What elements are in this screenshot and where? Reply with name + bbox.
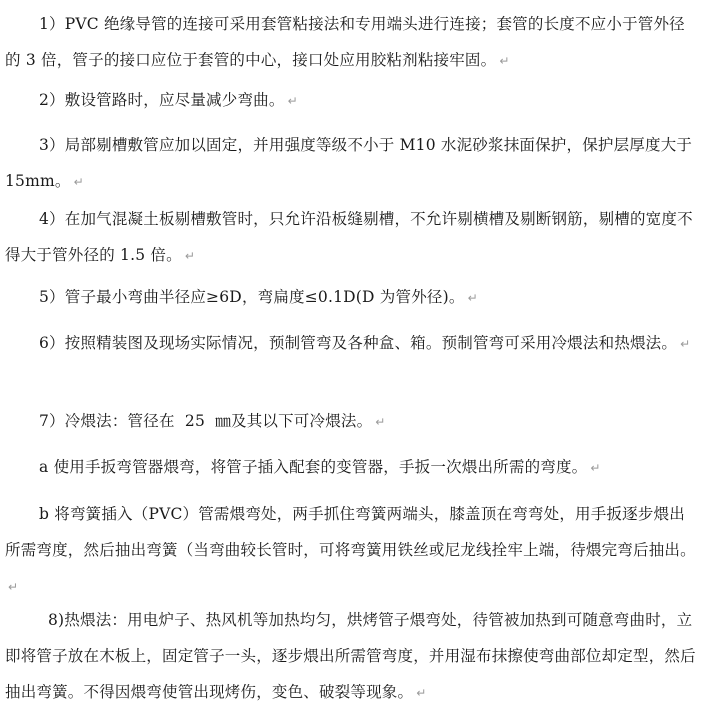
paragraph-10 [5, 602, 700, 711]
paragraph-mark-icon: ↵ [287, 94, 298, 108]
paragraph-mark-icon: ↵ [184, 249, 196, 263]
paragraph-mark-icon: ↵ [416, 686, 427, 700]
paragraph-mark-icon: ↵ [8, 580, 19, 594]
paragraph-1-text: 1）PVC 绝缘导管的连接可采用套管粘接法和专用端头进行连接；套管的长度不应小于管外径的 3 倍，管子的接口应位于套管的中心，接口处应用胶粘剂粘接牢固。 [5, 15, 685, 69]
paragraph-7-text: 7）冷煨法：管径在 25 ㎜及其以下可冷煨法。 [39, 412, 373, 430]
paragraph-2 [5, 82, 700, 119]
paragraph-6-text: 6）按照精装图及现场实际情况，预制管弯及各种盒、箱。预制管弯可采用冷煨法和热煨法。 [39, 334, 678, 352]
paragraph-6 [5, 325, 700, 362]
paragraph-mark-icon: ↵ [590, 461, 601, 475]
paragraph-mark-icon: ↵ [375, 415, 386, 429]
paragraph-7 [5, 403, 700, 440]
paragraph-5-text: 5）管子最小弯曲半径应≥6D，弯扁度≤0.1D(D 为管外径)。 [39, 288, 465, 306]
paragraph-8 [5, 449, 700, 486]
paragraph-9-text: b 将弯簧插入（PVC）管需煨弯处，两手抓住弯簧两端头，膝盖顶在弯弯处，用手扳逐步煨出所需弯度，然后抽出弯簧（当弯曲较长管时，可将弯簧用铁丝或尼龙线拴牢上端，待煨完弯后抽出。 [5, 505, 696, 559]
paragraph-mark-icon: ↵ [73, 175, 84, 189]
paragraph-mark-icon: ↵ [467, 291, 478, 305]
paragraph-3 [5, 127, 700, 200]
paragraph-4 [5, 201, 700, 274]
paragraph-4-text: 4）在加气混凝土板剔槽敷管时，只允许沿板缝剔槽，不允许剔横槽及剔断钢筋，剔槽的宽度不得大于管外径的 1.5 倍。 [5, 210, 693, 264]
paragraph-9 [5, 496, 700, 605]
paragraph-8-text: a 使用手扳弯管器煨弯，将管子插入配套的变管器，手扳一次煨出所需的弯度。 [39, 458, 588, 476]
paragraph-2-text: 2）敷设管路时，应尽量减少弯曲。 [39, 91, 285, 109]
paragraph-mark-icon: ↵ [680, 337, 691, 351]
paragraph-1 [5, 6, 700, 79]
paragraph-5 [5, 279, 700, 316]
paragraph-mark-icon: ↵ [499, 54, 510, 68]
paragraph-10-text: 8)热煨法：用电炉子、热风机等加热均匀，烘烤管子煨弯处，待管被加热到可随意弯曲时，立即将管子放在木板上，固定管子一头，逐步煨出所需管弯度，并用湿布抹擦使弯曲部位却定型，然后抽出弯簧。不得因煨弯使管出现烤伤，变色、破裂等现象。 [5, 611, 696, 701]
paragraph-3-text: 3）局部剔槽敷管应加以固定，并用强度等级不小于 M10 水泥砂浆抹面保护，保护层厚度大于 15mm。 [5, 136, 693, 190]
